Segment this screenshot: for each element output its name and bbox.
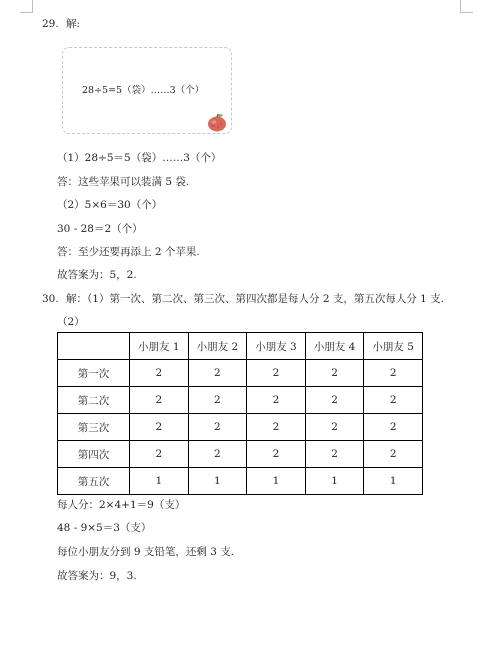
corner-mark-right-h [460, 12, 473, 13]
q29-line-2: 答：这些苹果可以装满 5 袋. [57, 176, 190, 188]
q30-intro-text: 解：（1）第一次、第二次、第三次、第四次都是每人分 2 支，第五次每人分 1 支. [66, 293, 445, 305]
table-header-cell: 小朋友 2 [188, 333, 247, 360]
corner-mark-right-v [460, 0, 461, 12]
q30-line-3: 每位小朋友分到 9 支铅笔，还剩 3 支. [57, 546, 235, 558]
table-row [58, 360, 423, 387]
table-cell: 2 [188, 414, 247, 441]
table-cell: 2 [364, 360, 423, 387]
q29-line-6: 故答案为：5，2. [57, 269, 137, 281]
table-row [58, 441, 423, 468]
row-label-cell: 第五次 [58, 468, 130, 495]
q30-line-4: 故答案为：9，3. [57, 570, 137, 582]
corner-mark-left-h [20, 12, 33, 13]
table-header-cell: 小朋友 3 [247, 333, 306, 360]
q30-intro [42, 291, 444, 306]
table-header-cell: 小朋友 1 [130, 333, 189, 360]
table-cell: 2 [188, 387, 247, 414]
table-row [58, 414, 423, 441]
q29-line-5: 答：至少还要再添上 2 个苹果. [57, 246, 200, 258]
table-cell: 1 [247, 468, 306, 495]
table-cell: 2 [247, 414, 306, 441]
table-cell: 2 [247, 441, 306, 468]
corner-mark-left-v [32, 0, 33, 12]
row-label-cell: 第二次 [58, 387, 130, 414]
table-cell: 2 [130, 360, 189, 387]
table-cell: 1 [188, 468, 247, 495]
table-cell: 2 [188, 360, 247, 387]
q30-line-1: 每人分：2×4+1＝9（支） [57, 499, 186, 511]
table-cell: 2 [188, 441, 247, 468]
q30-part2-label: （2） [57, 316, 85, 328]
table-header-row [58, 333, 423, 360]
table-cell: 1 [305, 468, 364, 495]
row-label-cell: 第四次 [58, 441, 130, 468]
apple-icon [206, 112, 228, 132]
table-cell: 2 [247, 387, 306, 414]
q30-number: 30. [42, 293, 59, 305]
q29-line-4: 30 - 28＝2（个） [57, 223, 143, 235]
row-label-cell: 第三次 [58, 414, 130, 441]
table-header-cell [58, 333, 130, 360]
table-cell: 1 [364, 468, 423, 495]
table-cell: 2 [364, 441, 423, 468]
table-cell: 2 [130, 387, 189, 414]
table-row [58, 387, 423, 414]
row-label-cell: 第一次 [58, 360, 130, 387]
table-cell: 2 [130, 441, 189, 468]
q29-label: 解: [66, 18, 81, 30]
q29-box-text: 28÷5=5（袋）……3（个） [82, 85, 205, 96]
distribution-table [57, 332, 423, 495]
table-cell: 2 [305, 360, 364, 387]
table-cell: 2 [364, 414, 423, 441]
table-cell: 2 [305, 387, 364, 414]
table-row [58, 468, 423, 495]
table-cell: 2 [130, 414, 189, 441]
table-cell: 2 [305, 414, 364, 441]
table-cell: 2 [364, 387, 423, 414]
table-cell: 2 [305, 441, 364, 468]
q30-line-2: 48 - 9×5＝3（支） [57, 522, 152, 534]
table-header-cell: 小朋友 4 [305, 333, 364, 360]
table-cell: 1 [130, 468, 189, 495]
q29-number-text: 29. [42, 18, 59, 30]
q29-line-1: （1）28÷5＝5（袋）……3（个） [57, 152, 222, 164]
table-cell: 2 [247, 360, 306, 387]
table-header-cell: 小朋友 5 [364, 333, 423, 360]
q29-line-3: （2）5×6＝30（个） [57, 199, 163, 211]
q29-number [42, 16, 80, 31]
